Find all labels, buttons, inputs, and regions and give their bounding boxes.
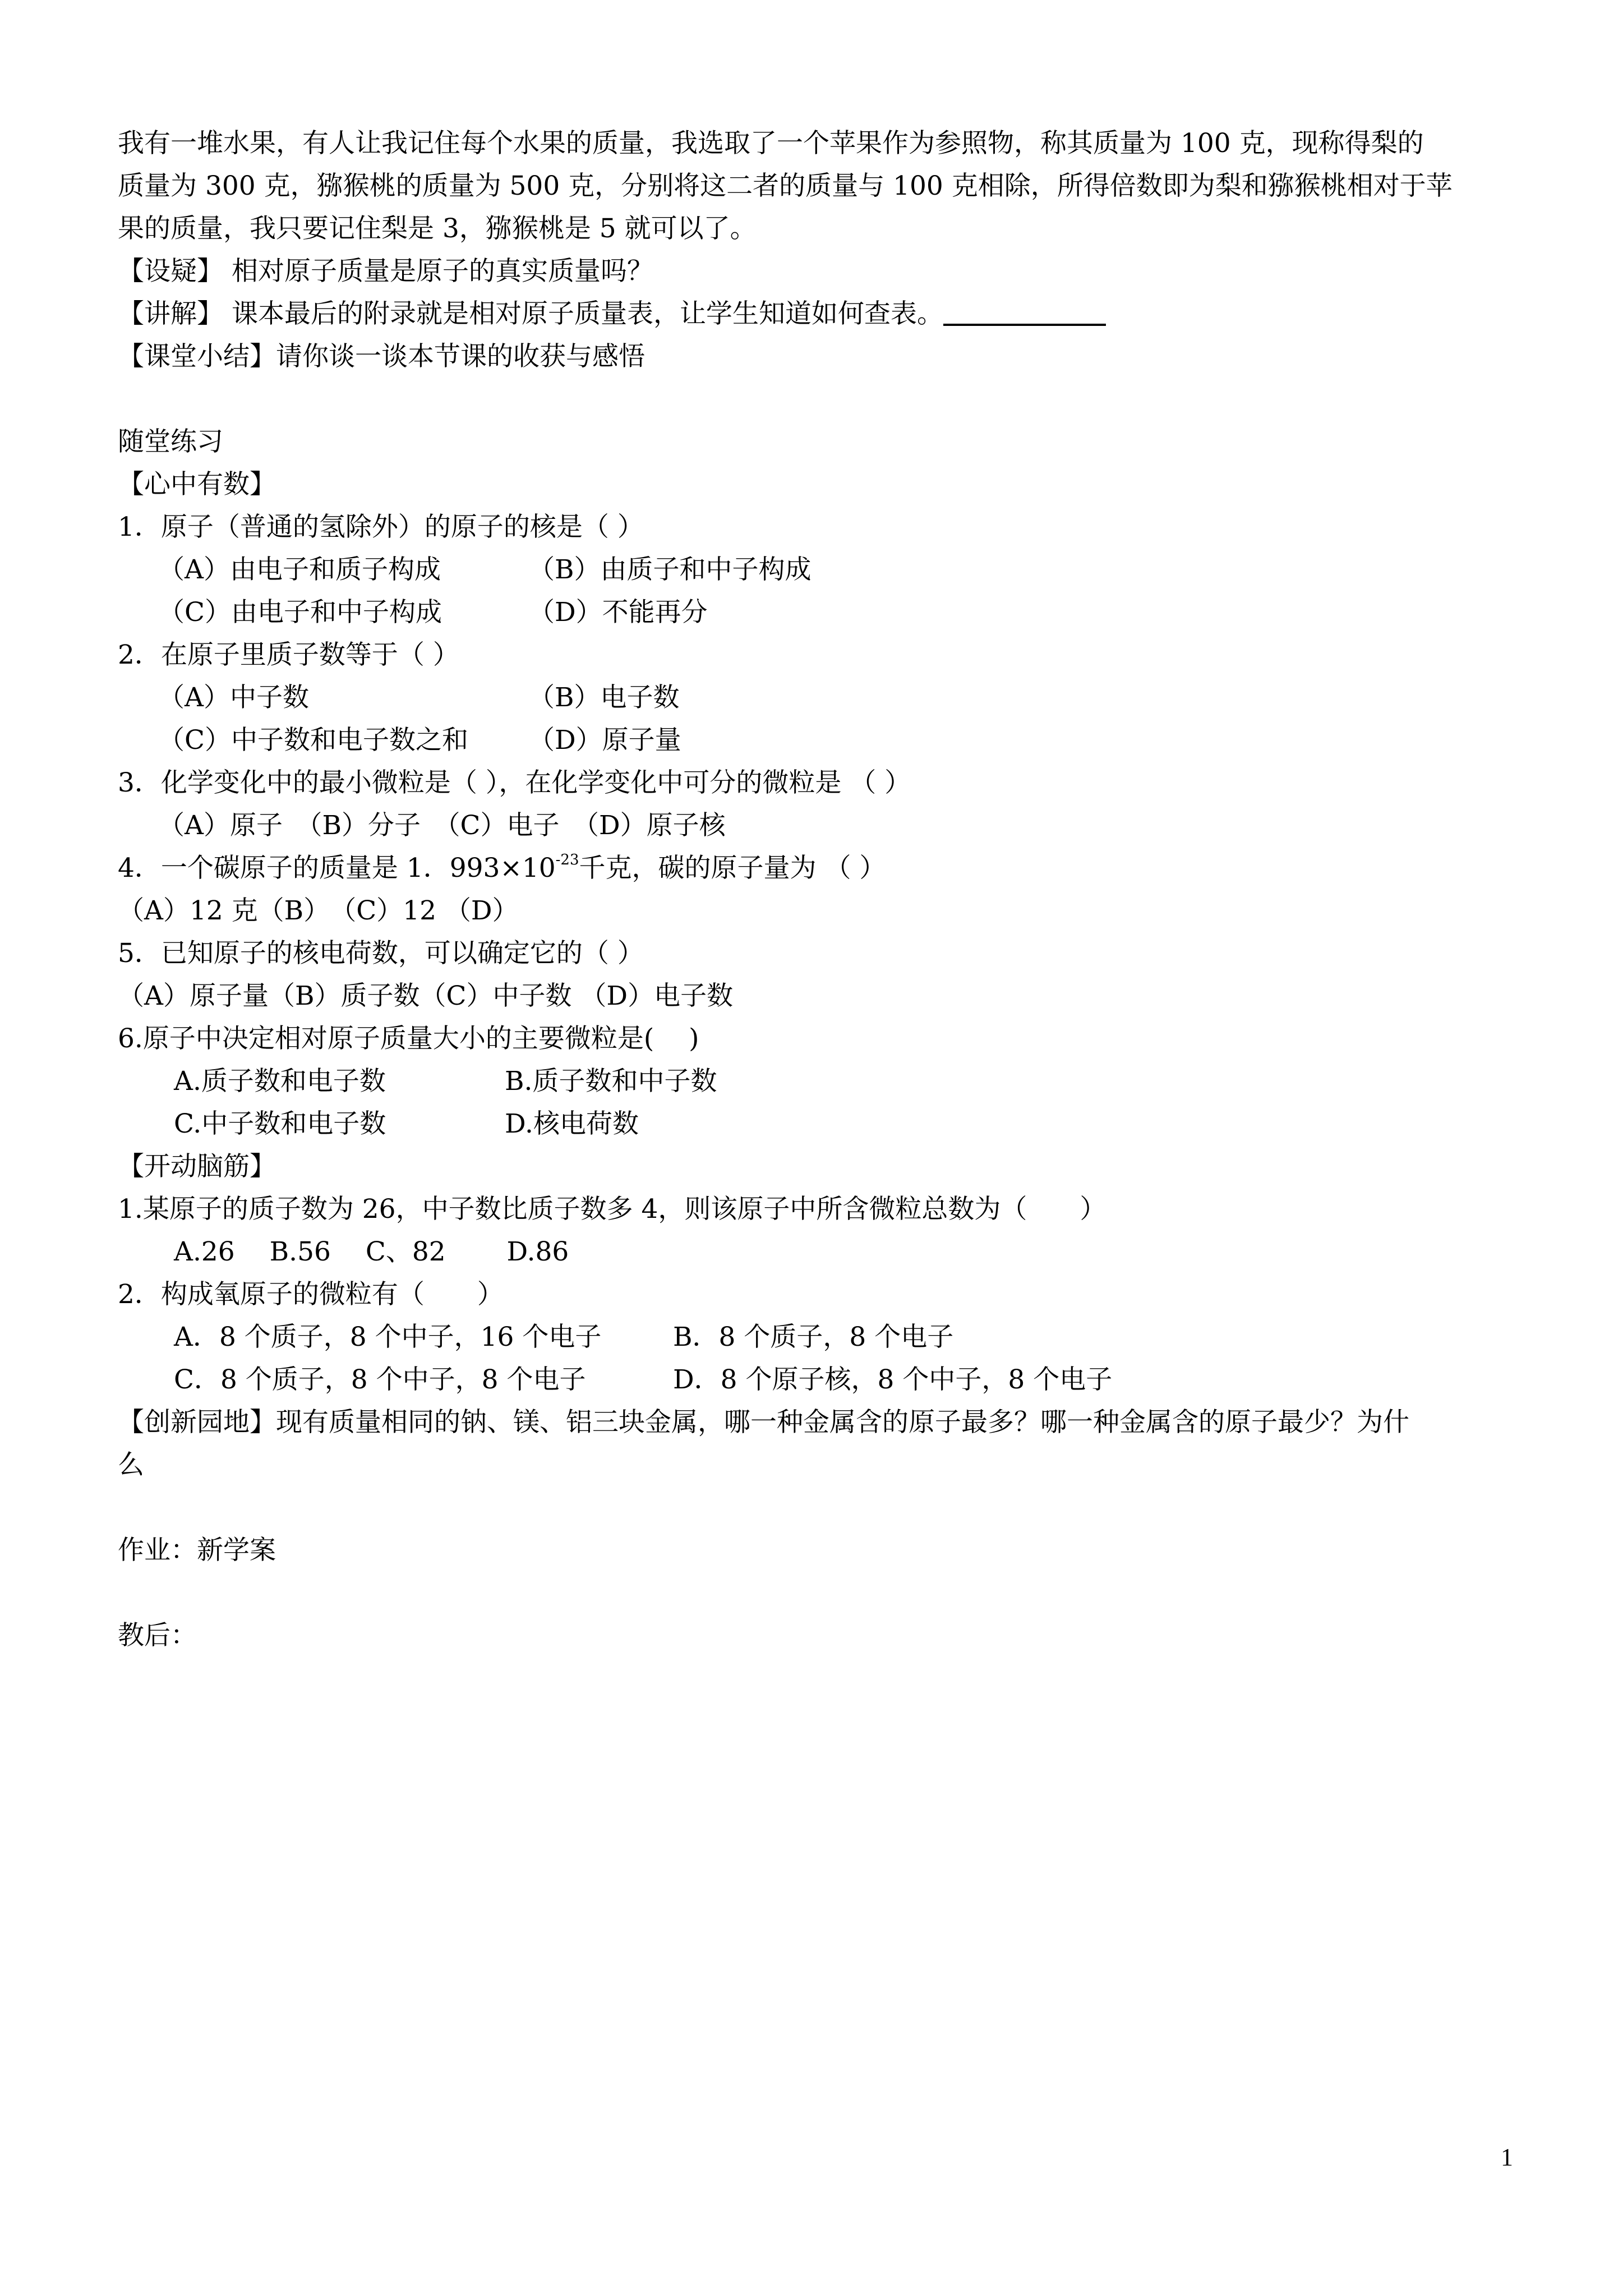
s1-q6-stem: 6.原子中决定相对原子质量大小的主要微粒是( ) [118,1023,699,1054]
innovation-text-continued: 么 [118,1450,144,1480]
section1-title: 【心中有数】 [118,469,276,500]
s1-q1-stem: 1．原子（普通的氢除外）的原子的核是（ ） [118,512,644,542]
s1-q2-option-b: （B）电子数 [528,682,680,713]
s1-q1-options-row1 [118,549,1531,591]
s2-q2-options-row1 [118,1316,1531,1359]
s2-q1-options: A.26 B.56 C、82 D.86 [174,1236,569,1267]
spacer [118,1487,1531,1529]
s1-q1-option-c: （C）由电子和中子构成 [158,597,442,628]
homework-line: 作业：新学案 [118,1535,276,1566]
s2-q2-option-b: B．8 个质子，8 个电子 [673,1322,954,1352]
s1-q6-options-row1 [118,1060,1531,1103]
innovation-label: 【创新园地】 [118,1407,276,1438]
intro-line-2: 质量为 300 克，猕猴桃的质量为 500 克，分别将这二者的质量与 100 克相除，所得倍数即为梨和猕猴桃相对于苹 [118,171,1453,201]
s2-q2-stem: 2．构成氧原子的微粒有（ ） [118,1279,504,1310]
s1-q2-option-c: （C）中子数和电子数之和 [158,725,468,756]
doubt-text: 相对原子质量是原子的真实质量吗？ [223,256,653,287]
summary-label: 【课堂小结】 [118,341,276,372]
s1-q3-stem: 3．化学变化中的最小微粒是（ ），在化学变化中可分的微粒是 （ ） [118,767,911,798]
s2-q2-options-row2 [118,1359,1531,1401]
doubt-paragraph [118,250,1531,293]
practice-title: 随堂练习 [118,426,223,457]
s1-q4-stem-pre: 4．一个碳原子的质量是 1．993×10 [118,853,556,884]
page-number: 1 [1501,2143,1513,2171]
spacer [118,1572,1531,1614]
after-class-line: 教后： [118,1620,197,1651]
s1-q2-stem: 2．在原子里质子数等于（ ） [118,639,459,670]
answer-blank [943,296,1106,326]
s1-q4-options: （A）12 克（B） （C）12 （D） [118,895,519,926]
s1-q6-option-b: B.质子数和中子数 [505,1066,717,1097]
s1-q1-option-a: （A）由电子和质子构成 [158,554,441,585]
summary-paragraph [118,335,1531,378]
s1-q4-exponent: -23 [555,852,579,868]
s1-q5-options: （A）原子量（B）质子数（C）中子数 （D）电子数 [118,981,734,1011]
summary-text: 请你谈一谈本节课的收获与感悟 [276,341,645,372]
explain-text: 课本最后的附录就是相对原子质量表，让学生知道如何查表。 [223,298,943,329]
spacer [118,378,1531,421]
s1-q4-stem-post: 千克，碳的原子量为 （ ） [579,853,886,884]
s2-q2-option-d: D．8 个原子核，8 个中子，8 个电子 [673,1364,1113,1395]
s1-q1-option-d: （D）不能再分 [528,597,708,628]
doubt-label: 【设疑】 [118,256,223,287]
s1-q1-option-b: （B）由质子和中子构成 [528,554,811,585]
s1-q6-option-a: A.质子数和电子数 [174,1066,386,1097]
s1-q2-option-d: （D）原子量 [528,725,681,756]
explain-paragraph [118,293,1531,335]
document-body [118,122,1531,1657]
s1-q4-stem [118,847,1531,890]
s1-q2-option-a: （A）中子数 [158,682,309,713]
explain-label: 【讲解】 [118,298,223,329]
s1-q2-options-row1 [118,677,1531,719]
s2-q2-option-a: A．8 个质子，8 个中子，16 个电子 [174,1322,602,1352]
s1-q1-options-row2 [118,591,1531,634]
s1-q2-options-row2 [118,719,1531,762]
innovation-text: 现有质量相同的钠、镁、铝三块金属，哪一种金属含的原子最多？哪一种金属含的原子最少？为什 [276,1407,1409,1438]
s1-q3-options: （A）原子 （B）分子 （C）电子 （D）原子核 [158,810,726,841]
intro-line-1: 我有一堆水果，有人让我记住每个水果的质量，我选取了一个苹果作为参照物，称其质量为 100 克，现称得梨的 [118,128,1424,159]
innovation-paragraph [118,1401,1531,1444]
s1-q5-stem: 5．已知原子的核电荷数，可以确定它的（ ） [118,938,644,969]
s1-q6-option-c: C.中子数和电子数 [174,1108,386,1139]
s1-q6-option-d: D.核电荷数 [505,1108,639,1139]
intro-line-3: 果的质量，我只要记住梨是 3，猕猴桃是 5 就可以了。 [118,213,757,244]
s1-q6-options-row2 [118,1103,1531,1145]
s2-q1-stem: 1.某原子的质子数为 26，中子数比质子数多 4，则该原子中所含微粒总数为（ ） [118,1194,1106,1225]
section2-title: 【开动脑筋】 [118,1151,276,1182]
s2-q2-option-c: C．8 个质子，8 个中子，8 个电子 [174,1364,586,1395]
